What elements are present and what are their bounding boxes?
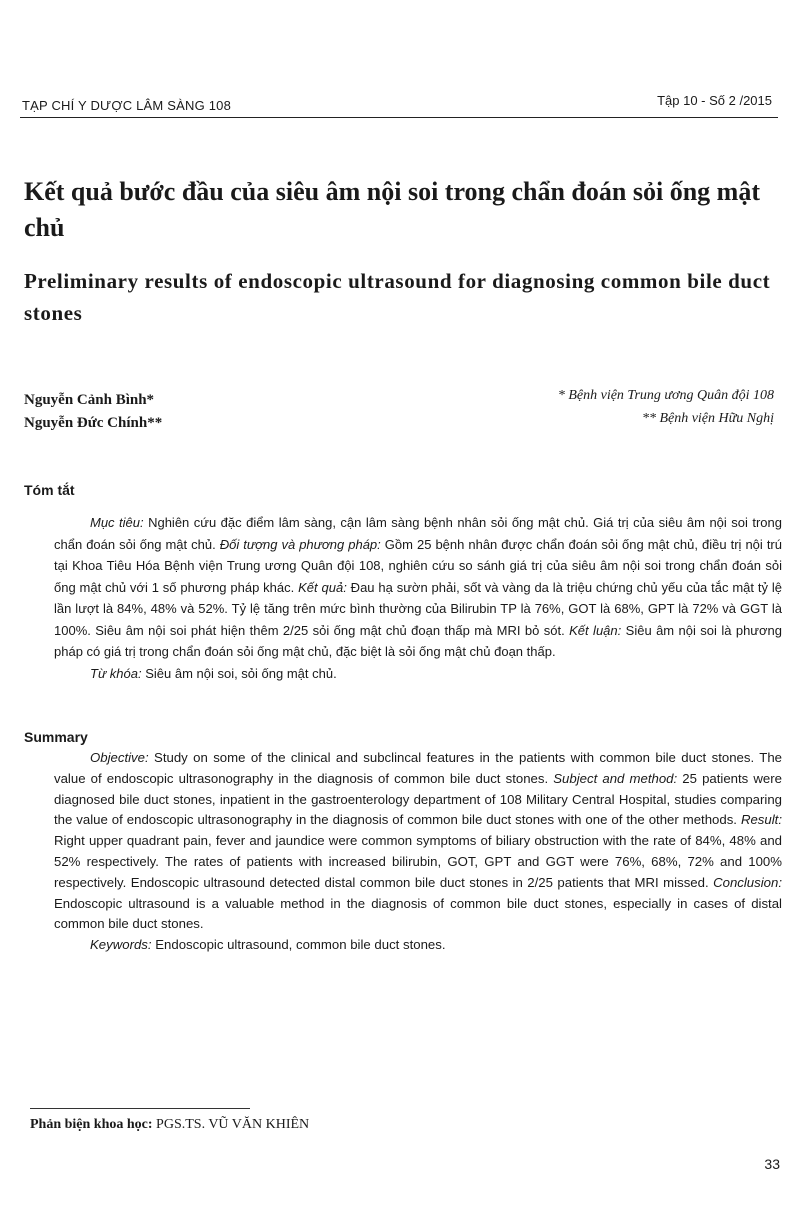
abstract-en-paragraph (54, 748, 782, 935)
conclusion-label: Kết luận: (569, 622, 622, 638)
reviewer-label: Phản biện khoa học: (30, 1117, 153, 1132)
summary-heading: Summary (24, 729, 88, 745)
abstract-vi-body (54, 512, 782, 684)
keywords-text: Siêu âm nội soi, sỏi ống mật chủ. (141, 665, 337, 681)
author-1: Nguyễn Cảnh Bình* (24, 392, 155, 408)
objective-text: Nghiên cứu đặc điểm lâm sàng, cận lâm sàng bệnh nhân sỏi ống mật chủ. Giá trị của siêu âm nội soi trong chẩn đoán sỏi ống mật chủ. (54, 515, 782, 552)
footnote-divider (30, 1108, 250, 1109)
issue-number: Tập 10 - Số 2 /2015 (657, 93, 772, 108)
affiliation-1: * Bệnh viện Trung ương Quân đội 108 (557, 388, 774, 403)
keywords-label: Từ khóa: (90, 665, 142, 681)
reviewer-footnote (30, 1117, 309, 1133)
method-text: Gồm 25 bệnh nhân được chẩn đoán sỏi ống mật chủ, điều trị nội trú tại Khoa Tiêu Hóa Bệnh viện Trung ương Quân đội 108, nghiên cứu so sánh giá trị của siêu âm nội soi trong chẩn đoán sỏi ống mật chủ với 1 số phương pháp khác. (54, 536, 782, 595)
keywords-vi (54, 663, 782, 685)
objective-text: Study on some of the clinical and subclincal features in the patients with common bile duct stones. The value of endoscopic ultrasonography in the diagnosis of common bile duct stones. (54, 750, 782, 786)
objective-label: Mục tiêu: (90, 515, 144, 530)
abstract-vi-heading: Tóm tắt (24, 482, 75, 498)
header-divider (20, 117, 778, 118)
title-english: Preliminary results of endoscopic ultrasound for diagnosing common bile duct stones (24, 269, 771, 325)
conclusion-text: Siêu âm nội soi là phương pháp có giá trị trong chẩn đoán sỏi ống mật chủ, đặc biệt là sỏi ống mật chủ đoạn thấp. (54, 622, 782, 659)
conclusion-label: Conclusion: (713, 874, 782, 890)
method-text: 25 patients were diagnosed bile duct stones, inpatient in the gastroenterology department of 108 Military Central Hospital, studies comparing the value of endoscopic ultrasonography in the diagnosis of common bile duct stones with one of the other methods. (54, 770, 782, 828)
result-text: Đau hạ sườn phải, sốt và vàng da là triệu chứng chủ yếu của tắc mật tỷ lệ lần lượt là 84%, 48% và 52%. Tỷ lệ tăng trên mức bình thường của Bilirubin TP là 76%, GOT là 68%, GPT là 72% và GGT là 100%. Siêu âm nội soi phát hiện thêm 2/25 sỏi ống mật chủ đoạn thấp mà MRI bỏ sót. (54, 579, 782, 638)
method-label: Subject and method: (553, 770, 678, 786)
result-label: Kết quả: (298, 579, 347, 595)
result-label: Result: (740, 812, 782, 828)
journal-name: TẠP CHÍ Y DƯỢC LÂM SÀNG 108 (22, 98, 231, 113)
author-2: Nguyễn Đức Chính** (24, 415, 163, 431)
title-vietnamese: Kết quả bước đầu của siêu âm nội soi trong chẩn đoán sỏi ống mật chủ (24, 177, 760, 242)
result-text: Right upper quadrant pain, fever and jaundice were common symptoms of biliary obstruction with the rate of 84%, 48% and 52% respectively. The rates of patients with increased bilirubin, GOT, GPT and GGT were 76%, 68%, 72% and 100% respectively. Endoscopic ultrasound detected distal common bile duct stones in 2/25 patients that MRI missed. (54, 833, 782, 890)
objective-label: Objective: (90, 750, 149, 765)
affiliation-2: ** Bệnh viện Hữu Nghị (641, 411, 774, 426)
reviewer-name: PGS.TS. VŨ VĂN KHIÊN (152, 1117, 310, 1132)
keywords-en (54, 935, 782, 956)
abstract-en-body (54, 748, 782, 956)
keywords-text: Endoscopic ultrasound, common bile duct stones. (151, 937, 446, 953)
page-number: 33 (764, 1156, 780, 1172)
method-label: Đối tượng và phương pháp: (219, 536, 381, 552)
conclusion-text: Endoscopic ultrasound is a valuable method in the diagnosis of common bile duct stones, especially in cases of distal common bile duct stones. (54, 895, 782, 932)
keywords-label: Keywords: (90, 937, 152, 953)
abstract-vi-paragraph (54, 512, 782, 663)
